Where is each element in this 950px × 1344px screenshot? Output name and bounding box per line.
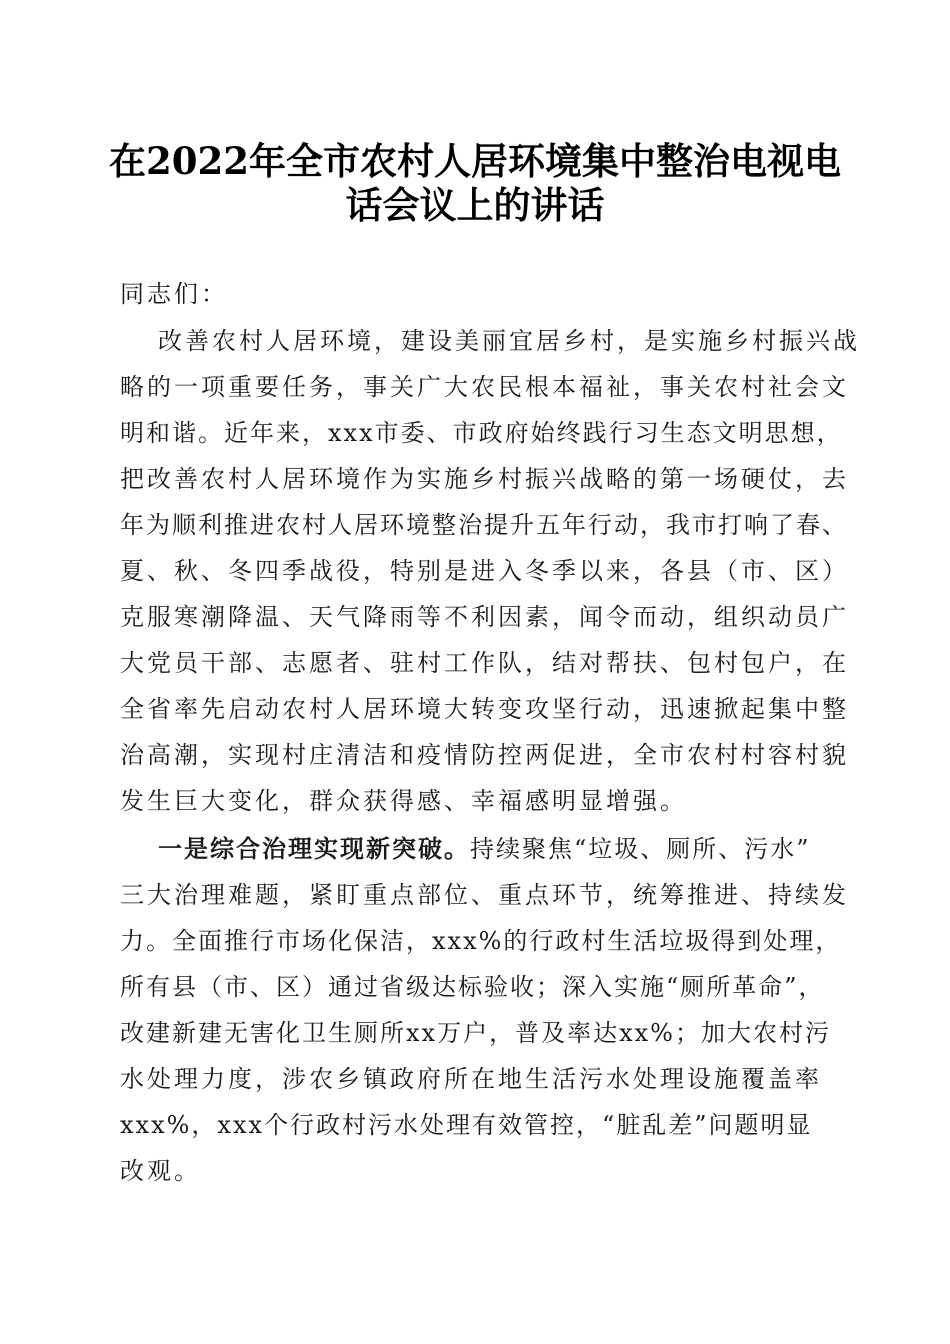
paragraph1-line: 略的一项重要任务，事关广大农民根本福祉，事关农村社会文	[120, 373, 849, 401]
document-title-line-1: 在2022年全市农村人居环境集中整治电视电	[109, 139, 841, 183]
paragraph1-line: 大党员干部、志愿者、驻村工作队，结对帮扶、包村包户，在	[120, 649, 849, 677]
paragraph2-first-rest: 持续聚焦“垃圾、厕所、污水”	[470, 835, 811, 863]
document-title-line-2: 话会议上的讲话	[345, 183, 605, 227]
paragraph2-line: 改观。	[120, 1157, 201, 1185]
paragraph1-line: 明和谐。近年来，xxx市委、市政府始终践行习生态文明思想，	[120, 419, 843, 447]
paragraph2-line: 三大治理难题，紧盯重点部位、重点环节，统筹推进、持续发	[120, 881, 849, 909]
paragraph1-line: 夏、秋、冬四季战役，特别是进入冬季以来，各县（市、区）	[120, 557, 849, 585]
paragraph2-lead: 一是综合治理实现新突破。	[158, 834, 470, 863]
paragraph2-line: 力。全面推行市场化保洁，xxx%的行政村生活垃圾得到处理，	[120, 927, 842, 955]
paragraph1-line: 治高潮，实现村庄清洁和疫情防控两促进，全市农村村容村貌	[120, 741, 849, 769]
paragraph1-line: 全省率先启动农村人居环境大转变攻坚行动，迅速掀起集中整	[120, 695, 849, 723]
paragraph2-line: xxx%，xxx个行政村污水处理有效管控，“脏乱差”问题明显	[120, 1111, 813, 1139]
paragraph1-line: 年为顺利推进农村人居环境整治提升五年行动，我市打响了春、	[120, 511, 848, 539]
paragraph2-line: 水处理力度，涉农乡镇政府所在地生活污水处理设施覆盖率	[120, 1065, 822, 1093]
paragraph1-line: 克服寒潮降温、天气降雨等不利因素，闻令而动，组织动员广	[120, 603, 849, 631]
paragraph2-line: 改建新建无害化卫生厕所xx万户，普及率达xx%；加大农村污	[120, 1019, 831, 1047]
paragraph2-first-line	[158, 826, 840, 872]
salutation: 同志们：	[120, 280, 228, 308]
paragraph1-line: 发生巨大变化，群众获得感、幸福感明显增强。	[120, 787, 687, 815]
paragraph1-line: 改善农村人居环境，建设美丽宜居乡村，是实施乡村振兴战	[158, 327, 860, 355]
paragraph1-line: 把改善农村人居环境作为实施乡村振兴战略的第一场硬仗，去	[120, 465, 849, 493]
paragraph2-line: 所有县（市、区）通过省级达标验收；深入实施“厕所革命”，	[120, 973, 825, 1001]
